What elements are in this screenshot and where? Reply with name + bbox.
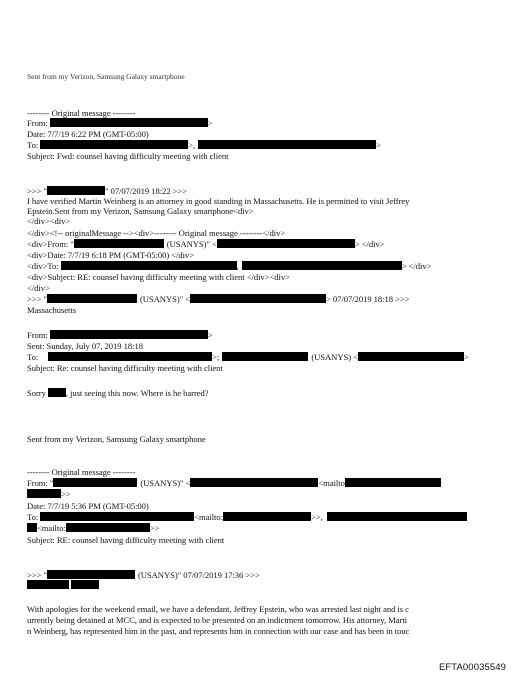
redaction bbox=[74, 239, 164, 248]
redaction bbox=[27, 489, 61, 498]
redaction bbox=[50, 118, 208, 127]
html-line: </div><!-- originalMessage --><div>-------- Original message --------</div> bbox=[27, 228, 286, 238]
sent-line: Sent: Sunday, July 07, 2019 18:18 bbox=[27, 341, 143, 351]
redaction bbox=[71, 580, 99, 589]
redaction bbox=[190, 294, 326, 303]
redaction bbox=[50, 330, 208, 339]
redaction bbox=[198, 140, 376, 149]
redaction bbox=[47, 570, 135, 579]
redaction bbox=[217, 239, 355, 248]
sent-from-line: Sent from my Verizon, Samsung Galaxy smartphone bbox=[27, 434, 206, 444]
redaction bbox=[61, 261, 237, 270]
redaction bbox=[223, 512, 311, 521]
body-line: With apologies for the weekend email, we have a defendant, Jeffrey Epstein, who was arrested last night and is c bbox=[27, 604, 409, 614]
document-id: EFTA00035549 bbox=[438, 662, 506, 673]
body-line: I have verified Martin Weinberg is an attorney in good standing in Massachusetts. He is permitted to visit Jeffrey bbox=[27, 196, 410, 206]
body-line: urrently being detained at MCC, and is expected to be presented on an indictment tomorrow. His attorney, Marti bbox=[27, 615, 408, 625]
redaction bbox=[345, 478, 441, 487]
quote-header: >>> " (USANYS)" 07/07/2019 17:36 >>> bbox=[27, 570, 260, 580]
html-line: <div>Date: 7/7/19 6:18 PM (GMT-05:00) </div> bbox=[27, 250, 195, 260]
quote-header: >>> " " 07/07/2019 18:22 >>> bbox=[27, 186, 188, 196]
quote-header-cont bbox=[27, 580, 99, 590]
subject-line: Subject: Re: counsel having difficulty meeting with client bbox=[27, 363, 223, 373]
html-line: </div> bbox=[27, 283, 50, 293]
from-line: From: > bbox=[27, 118, 213, 128]
redaction bbox=[53, 478, 137, 487]
to-line: To: >, > bbox=[27, 140, 381, 150]
body-line: Massachusetts bbox=[27, 305, 76, 315]
html-line: <div>Subject: RE: counsel having difficulty meeting with client </div><div> bbox=[27, 272, 290, 282]
redaction bbox=[40, 140, 188, 149]
redaction bbox=[40, 512, 194, 521]
redaction bbox=[242, 261, 402, 270]
subject-line: Subject: RE: counsel having difficulty meeting with client bbox=[27, 535, 225, 545]
date-line: Date: 7/7/19 6:22 PM (GMT-05:00) bbox=[27, 129, 149, 139]
html-line: <div>To: , > </div> bbox=[27, 261, 432, 271]
redaction bbox=[48, 388, 66, 397]
html-line: </div><div> bbox=[27, 216, 71, 226]
to-line: To: <mailto: >>, bbox=[27, 512, 467, 522]
html-line: <div>From: " (USANYS)" < > </div> bbox=[27, 239, 385, 249]
redaction bbox=[47, 294, 137, 303]
subject-line: Subject: Fwd: counsel having difficulty meeting with client bbox=[27, 151, 229, 161]
redaction bbox=[27, 580, 69, 589]
sent-from-line: Sent from my Verizon, Samsung Galaxy smartphone bbox=[27, 72, 185, 81]
to-line-cont: <mailto: >> bbox=[27, 523, 159, 533]
from-line-cont: >> bbox=[27, 489, 71, 499]
redaction bbox=[222, 352, 308, 361]
body-line: n Weinberg, has represented him in the past, and represents him in connection with our case and has been in touc bbox=[27, 626, 410, 636]
redaction bbox=[190, 478, 318, 487]
date-line: Date: 7/7/19 5:36 PM (GMT-05:00) bbox=[27, 501, 149, 511]
redaction bbox=[27, 523, 37, 532]
from-line: From: > bbox=[27, 330, 213, 340]
original-message-header: -------- Original message -------- bbox=[27, 108, 136, 118]
redaction bbox=[327, 512, 467, 521]
redaction bbox=[358, 352, 464, 361]
body-line: Sorry , just seeing this now. Where is he barred? bbox=[27, 388, 209, 398]
redaction bbox=[48, 352, 212, 361]
from-line: From: " (USANYS)" < <mailto bbox=[27, 478, 441, 488]
redaction bbox=[66, 523, 150, 532]
original-message-header: -------- Original message -------- bbox=[27, 467, 136, 477]
to-line: To: >; (USANYS) < > bbox=[27, 352, 469, 362]
redaction bbox=[47, 186, 105, 195]
body-line: Epstein.Sent from my Verizon, Samsung Galaxy smartphone<div> bbox=[27, 206, 254, 216]
quote-header: >>> " (USANYS)" < > 07/07/2019 18:18 >>> bbox=[27, 294, 410, 304]
